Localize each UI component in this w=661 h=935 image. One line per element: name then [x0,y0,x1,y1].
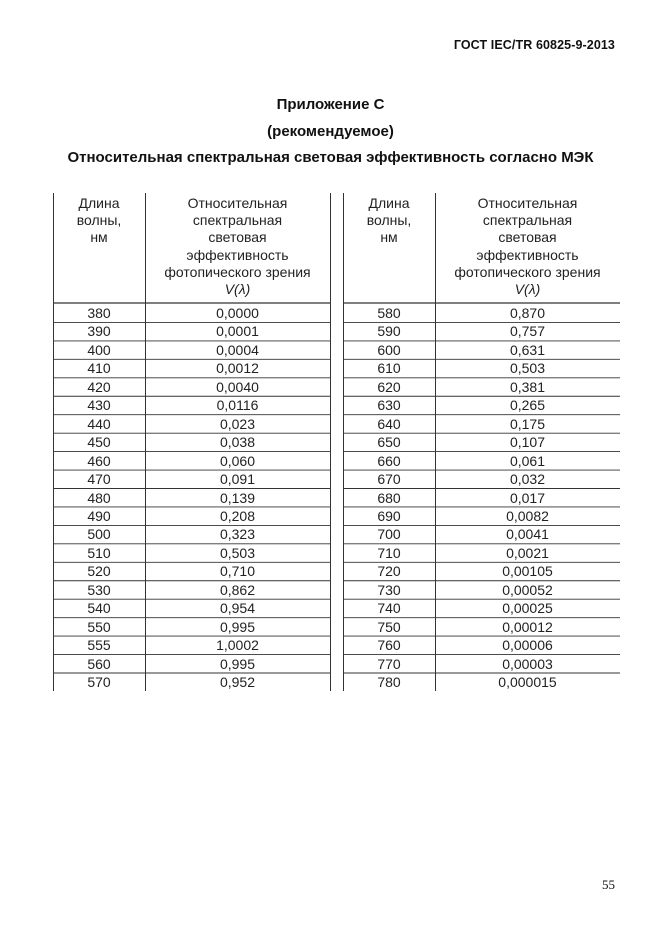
header-efficiency-right [435,195,620,298]
efficiency-cell: 0,023 [219,415,256,432]
efficiency-cell: 0,952 [219,674,256,690]
header-efficiency-symbol: V(λ) [224,281,251,298]
wavelength-cell: 440 [87,415,111,432]
header-efficiency-line: фотопического зрения [164,263,311,280]
header-wavelength-line: волны, [366,212,412,229]
wavelength-cell: 690 [377,507,401,524]
efficiency-cell: 0,323 [219,526,256,543]
wavelength-cell: 620 [377,378,401,395]
header-efficiency-left [145,195,330,298]
header-efficiency-symbol: V(λ) [514,281,541,298]
wavelength-cell: 420 [87,378,111,395]
wavelength-cell: 390 [87,323,111,340]
efficiency-cell: 0,175 [509,415,546,432]
wavelength-cell: 650 [377,434,401,451]
efficiency-cell: 0,631 [509,341,546,358]
efficiency-cell: 0,00006 [502,637,553,654]
wavelength-cell: 410 [87,360,111,377]
efficiency-cell: 0,0001 [216,323,259,340]
efficiency-cell: 0,503 [509,360,546,377]
wavelength-cell: 500 [87,526,111,543]
header-wavelength-line: нм [380,229,398,246]
efficiency-cell: 1,0002 [216,637,259,654]
wavelength-cell: 450 [87,434,111,451]
efficiency-cell: 0,060 [219,452,256,469]
efficiency-cell: 0,107 [509,434,546,451]
efficiency-cell: 0,995 [219,618,256,635]
efficiency-cell: 0,038 [219,434,256,451]
header-efficiency-line: спектральная [192,212,283,229]
header-wavelength-line: Длина [368,195,410,211]
wavelength-cell: 560 [87,655,111,672]
efficiency-cell: 0,265 [509,397,546,414]
efficiency-cell: 0,757 [509,323,546,340]
appendix-status: (рекомендуемое) [267,123,394,140]
standard-code: ГОСТ IEC/TR 60825-9-2013 [453,38,615,52]
wavelength-cell: 640 [377,415,401,432]
wavelength-cell: 470 [87,471,111,488]
efficiency-cell: 0,870 [509,305,546,321]
efficiency-cell: 0,00105 [502,563,553,580]
efficiency-cell: 0,0040 [216,378,259,395]
efficiency-cell: 0,208 [219,507,256,524]
wavelength-cell: 740 [377,600,401,617]
header-efficiency-line: фотопического зрения [454,263,601,280]
efficiency-cell: 0,503 [219,544,256,561]
efficiency-cell: 0,0004 [216,341,259,358]
wavelength-cell: 380 [87,305,111,321]
header-wavelength-line: волны, [76,212,122,229]
wavelength-cell: 400 [87,341,111,358]
header-efficiency-line: Относительная [187,195,288,211]
efficiency-cell: 0,0021 [506,544,549,561]
wavelength-cell: 780 [377,674,401,690]
wavelength-cell: 580 [377,305,401,321]
wavelength-cell: 750 [377,618,401,635]
wavelength-cell: 540 [87,600,111,617]
wavelength-cell: 590 [377,323,401,340]
wavelength-cell: 660 [377,452,401,469]
wavelength-cell: 510 [87,544,111,561]
efficiency-cell: 0,0082 [506,507,549,524]
header-efficiency-line: световая [498,229,557,246]
header-efficiency-line: спектральная [482,212,573,229]
wavelength-cell: 720 [377,563,401,580]
appendix-subject: Относительная спектральная световая эффективность согласно МЭК [67,149,594,166]
wavelength-cell: 710 [377,544,401,561]
efficiency-cell: 0,0116 [216,397,259,414]
efficiency-cell: 0,00025 [502,600,553,617]
wavelength-cell: 555 [87,637,111,654]
wavelength-cell: 490 [87,507,111,524]
efficiency-cell: 0,000015 [498,674,557,690]
wavelength-cell: 480 [87,489,111,506]
wavelength-cell: 610 [377,360,401,377]
wavelength-cell: 460 [87,452,111,469]
header-efficiency-line: световая [208,229,267,246]
header-efficiency-line: эффективность [186,246,289,263]
efficiency-cell: 0,0012 [216,360,259,377]
header-wavelength-right [343,195,435,247]
appendix-title: Приложение С [276,96,385,113]
wavelength-cell: 430 [87,397,111,414]
header-efficiency-line: эффективность [476,246,579,263]
wavelength-cell: 680 [377,489,401,506]
efficiency-cell: 0,017 [509,489,546,506]
wavelength-cell: 760 [377,637,401,654]
efficiency-cell: 0,00012 [502,618,553,635]
efficiency-cell: 0,139 [219,489,256,506]
wavelength-cell: 670 [377,471,401,488]
efficiency-cell: 0,954 [219,600,256,617]
wavelength-cell: 630 [377,397,401,414]
efficiency-cell: 0,032 [509,471,546,488]
efficiency-cell: 0,0000 [216,305,259,321]
header-wavelength-left [53,195,145,247]
header-wavelength-line: Длина [78,195,120,211]
wavelength-cell: 520 [87,563,111,580]
efficiency-cell: 0,061 [509,452,546,469]
header-wavelength-line: нм [90,229,108,246]
efficiency-cell: 0,00052 [502,581,553,598]
efficiency-cell: 0,995 [219,655,256,672]
efficiency-cell: 0,00003 [502,655,553,672]
wavelength-cell: 550 [87,618,111,635]
wavelength-cell: 770 [377,655,401,672]
wavelength-cell: 530 [87,581,111,598]
wavelength-cell: 600 [377,341,401,358]
page-number: 55 [602,877,615,892]
wavelength-cell: 570 [87,674,111,690]
efficiency-cell: 0,862 [219,581,256,598]
header-efficiency-line: Относительная [477,195,578,211]
efficiency-cell: 0,091 [219,471,256,488]
efficiency-cell: 0,0041 [506,526,549,543]
luminous-efficiency-table [53,193,620,691]
efficiency-cell: 0,381 [509,378,546,395]
wavelength-cell: 700 [377,526,401,543]
wavelength-cell: 730 [377,581,401,598]
efficiency-cell: 0,710 [219,563,256,580]
